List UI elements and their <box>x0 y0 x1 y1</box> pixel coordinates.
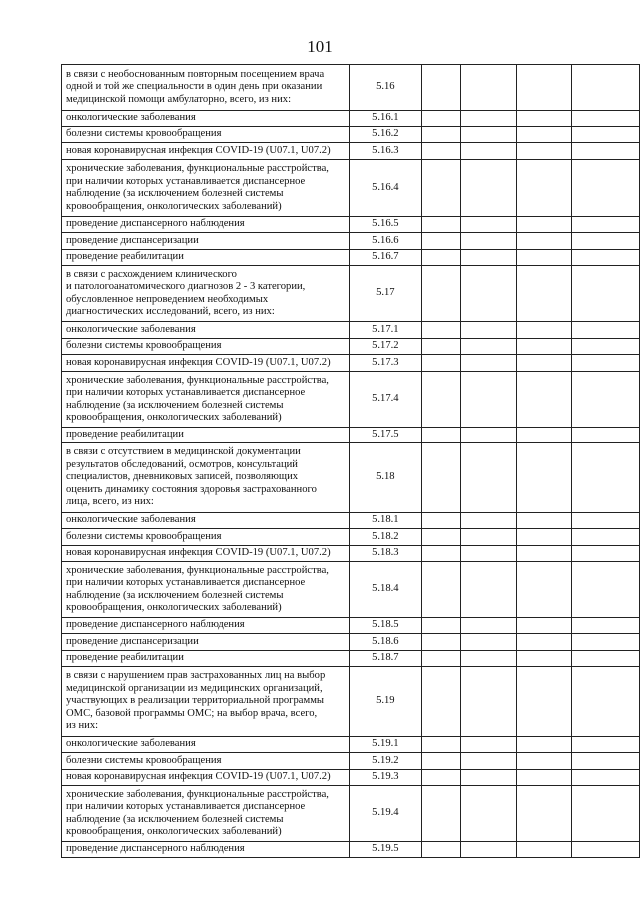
value-cell <box>461 842 516 858</box>
row-code: 5.16.5 <box>349 217 422 233</box>
row-name-cell <box>62 250 350 266</box>
row-code: 5.17.2 <box>349 339 422 355</box>
value-cell <box>572 737 640 753</box>
value-cell <box>422 339 461 355</box>
row-code: 5.16.3 <box>349 143 422 160</box>
value-cell <box>461 111 516 127</box>
value-cell <box>572 443 640 513</box>
value-cell <box>516 233 571 250</box>
value-cell <box>516 322 571 339</box>
row-name: онкологические заболевания <box>66 323 196 335</box>
value-cell <box>572 770 640 786</box>
row-name: новая коронавирусная инфекция COVID-19 (U07.1, U07.2) <box>66 356 331 368</box>
value-cell <box>422 634 461 651</box>
table-row <box>62 266 640 322</box>
value-cell <box>461 546 516 562</box>
value-cell <box>422 842 461 858</box>
table-row <box>62 428 640 443</box>
table-row <box>62 667 640 737</box>
table-row <box>62 513 640 529</box>
value-cell <box>516 546 571 562</box>
value-cell <box>461 127 516 143</box>
table-row <box>62 143 640 160</box>
value-cell <box>572 322 640 339</box>
row-name-cell <box>62 65 350 111</box>
value-cell <box>461 355 516 372</box>
value-cell <box>516 618 571 634</box>
row-name: хронические заболевания, функциональные расстройства, при наличии которых устанавливается диспансерное наблюдение (за исключением болезней системы кровообращения, онкологических заболеваний) <box>66 788 329 837</box>
value-cell <box>422 127 461 143</box>
row-code: 5.19.1 <box>349 737 422 753</box>
row-name-cell <box>62 233 350 250</box>
row-code: 5.18.5 <box>349 618 422 634</box>
value-cell <box>422 65 461 111</box>
row-code: 5.18.1 <box>349 513 422 529</box>
value-cell <box>516 562 571 618</box>
value-cell <box>461 562 516 618</box>
value-cell <box>422 355 461 372</box>
value-cell <box>572 127 640 143</box>
row-name-cell <box>62 546 350 562</box>
value-cell <box>422 546 461 562</box>
value-cell <box>422 667 461 737</box>
row-name-cell <box>62 443 350 513</box>
value-cell <box>461 372 516 428</box>
row-code: 5.18.2 <box>349 529 422 546</box>
row-code: 5.19.2 <box>349 753 422 770</box>
value-cell <box>461 322 516 339</box>
value-cell <box>516 753 571 770</box>
row-name: болезни системы кровообращения <box>66 340 222 352</box>
row-name-cell <box>62 786 350 842</box>
value-cell <box>572 529 640 546</box>
value-cell <box>422 753 461 770</box>
value-cell <box>572 372 640 428</box>
table-row <box>62 372 640 428</box>
value-cell <box>572 786 640 842</box>
row-code: 5.17.5 <box>349 428 422 443</box>
row-name: новая коронавирусная инфекция COVID-19 (U07.1, U07.2) <box>66 771 331 783</box>
value-cell <box>461 443 516 513</box>
row-code: 5.16.2 <box>349 127 422 143</box>
table-row <box>62 651 640 667</box>
table-row <box>62 443 640 513</box>
value-cell <box>461 160 516 217</box>
table-row <box>62 786 640 842</box>
row-name: проведение реабилитации <box>66 428 184 440</box>
row-code: 5.17 <box>349 266 422 322</box>
value-cell <box>572 250 640 266</box>
value-cell <box>572 753 640 770</box>
table-row <box>62 322 640 339</box>
value-cell <box>572 428 640 443</box>
value-cell <box>572 355 640 372</box>
value-cell <box>422 233 461 250</box>
value-cell <box>422 143 461 160</box>
value-cell <box>461 618 516 634</box>
value-cell <box>516 266 571 322</box>
value-cell <box>572 217 640 233</box>
value-cell <box>516 786 571 842</box>
row-code: 5.18 <box>349 443 422 513</box>
value-cell <box>516 770 571 786</box>
value-cell <box>516 65 571 111</box>
row-name: новая коронавирусная инфекция COVID-19 (U07.1, U07.2) <box>66 547 331 559</box>
row-name-cell <box>62 127 350 143</box>
value-cell <box>422 372 461 428</box>
value-cell <box>461 217 516 233</box>
report-table <box>61 64 640 858</box>
value-cell <box>422 322 461 339</box>
value-cell <box>516 127 571 143</box>
row-name-cell <box>62 266 350 322</box>
value-cell <box>572 634 640 651</box>
value-cell <box>516 143 571 160</box>
value-cell <box>461 266 516 322</box>
row-code: 5.18.7 <box>349 651 422 667</box>
value-cell <box>461 651 516 667</box>
value-cell <box>572 65 640 111</box>
table-row <box>62 770 640 786</box>
row-code: 5.17.4 <box>349 372 422 428</box>
table-row <box>62 250 640 266</box>
value-cell <box>572 111 640 127</box>
value-cell <box>572 842 640 858</box>
value-cell <box>461 667 516 737</box>
row-code: 5.16.6 <box>349 233 422 250</box>
value-cell <box>516 355 571 372</box>
value-cell <box>516 634 571 651</box>
value-cell <box>461 428 516 443</box>
row-name: болезни системы кровообращения <box>66 128 222 140</box>
table-row <box>62 562 640 618</box>
value-cell <box>572 562 640 618</box>
page-number: 101 <box>307 37 333 56</box>
table-row <box>62 529 640 546</box>
value-cell <box>461 753 516 770</box>
value-cell <box>516 651 571 667</box>
row-name-cell <box>62 322 350 339</box>
table-row <box>62 634 640 651</box>
row-name: новая коронавирусная инфекция COVID-19 (U07.1, U07.2) <box>66 144 331 156</box>
row-name: проведение диспансерного наблюдения <box>66 218 245 230</box>
value-cell <box>461 233 516 250</box>
value-cell <box>422 513 461 529</box>
value-cell <box>516 529 571 546</box>
value-cell <box>572 546 640 562</box>
value-cell <box>572 266 640 322</box>
table-row <box>62 217 640 233</box>
row-name: онкологические заболевания <box>66 738 196 750</box>
table-row <box>62 160 640 217</box>
table-row <box>62 737 640 753</box>
row-name-cell <box>62 355 350 372</box>
value-cell <box>422 160 461 217</box>
row-name-cell <box>62 651 350 667</box>
row-name: хронические заболевания, функциональные расстройства, при наличии которых устанавливается диспансерное наблюдение (за исключением болезней системы кровообращения, онкологических заболеваний) <box>66 374 329 423</box>
value-cell <box>461 737 516 753</box>
row-name-cell <box>62 842 350 858</box>
row-name-cell <box>62 667 350 737</box>
row-name: проведение диспансерного наблюдения <box>66 843 245 855</box>
row-name: онкологические заболевания <box>66 112 196 124</box>
table-row <box>62 355 640 372</box>
row-code: 5.18.3 <box>349 546 422 562</box>
row-code: 5.16.4 <box>349 160 422 217</box>
value-cell <box>422 428 461 443</box>
value-cell <box>461 634 516 651</box>
value-cell <box>422 618 461 634</box>
value-cell <box>422 250 461 266</box>
value-cell <box>461 529 516 546</box>
value-cell <box>461 513 516 529</box>
row-code: 5.19 <box>349 667 422 737</box>
value-cell <box>516 428 571 443</box>
row-name-cell <box>62 160 350 217</box>
table-row <box>62 233 640 250</box>
value-cell <box>572 667 640 737</box>
value-cell <box>572 513 640 529</box>
row-name: в связи с необоснованным повторным посещением врача одной и той же специальности в один день при оказании медицинской помощи амбулаторно, всего, из них: <box>66 68 325 105</box>
table-row <box>62 618 640 634</box>
table-body <box>62 65 640 858</box>
table-row <box>62 65 640 111</box>
value-cell <box>516 513 571 529</box>
table-row <box>62 127 640 143</box>
row-name-cell <box>62 562 350 618</box>
row-name: в связи с расхождением клинического и патологоанатомического диагнозов 2 - 3 категории, обусловленное непроведением необходимых диагностических исследований, всего, из них: <box>66 268 306 317</box>
value-cell <box>572 651 640 667</box>
value-cell <box>572 143 640 160</box>
value-cell <box>572 233 640 250</box>
row-code: 5.19.3 <box>349 770 422 786</box>
value-cell <box>422 529 461 546</box>
row-code: 5.19.4 <box>349 786 422 842</box>
value-cell <box>516 667 571 737</box>
row-code: 5.17.1 <box>349 322 422 339</box>
value-cell <box>516 339 571 355</box>
row-name-cell <box>62 753 350 770</box>
value-cell <box>572 339 640 355</box>
value-cell <box>461 65 516 111</box>
row-name: проведение диспансеризации <box>66 635 199 647</box>
value-cell <box>461 770 516 786</box>
table-row <box>62 753 640 770</box>
value-cell <box>516 160 571 217</box>
row-code: 5.16 <box>349 65 422 111</box>
row-name-cell <box>62 634 350 651</box>
row-code: 5.18.6 <box>349 634 422 651</box>
row-name: онкологические заболевания <box>66 514 196 526</box>
row-name: хронические заболевания, функциональные расстройства, при наличии которых устанавливается диспансерное наблюдение (за исключением болезней системы кровообращения, онкологических заболеваний) <box>66 163 329 212</box>
value-cell <box>516 842 571 858</box>
value-cell <box>422 786 461 842</box>
row-code: 5.19.5 <box>349 842 422 858</box>
row-name: проведение диспансерного наблюдения <box>66 619 245 631</box>
row-name-cell <box>62 143 350 160</box>
row-name: хронические заболевания, функциональные расстройства, при наличии которых устанавливается диспансерное наблюдение (за исключением болезней системы кровообращения, онкологических заболеваний) <box>66 564 329 613</box>
value-cell <box>516 443 571 513</box>
table-row <box>62 111 640 127</box>
row-code: 5.16.7 <box>349 250 422 266</box>
row-name: в связи с отсутствием в медицинской документации результатов обследований, осмотров, консультаций специалистов, дневниковых записей, позволяющих оценить динамику состояния здоровья застрахованного лица, всего, из них: <box>66 446 317 508</box>
value-cell <box>572 618 640 634</box>
table-row <box>62 842 640 858</box>
row-name: в связи с нарушением прав застрахованных лиц на выбор медицинской организации из медицинских организаций, участвующих в реализации территориальной программы ОМС, базовой программы ОМС; на выбор врача, всего, из них: <box>66 670 326 732</box>
row-code: 5.16.1 <box>349 111 422 127</box>
row-name-cell <box>62 111 350 127</box>
value-cell <box>572 160 640 217</box>
value-cell <box>516 111 571 127</box>
row-name-cell <box>62 737 350 753</box>
value-cell <box>461 143 516 160</box>
row-name-cell <box>62 770 350 786</box>
value-cell <box>516 250 571 266</box>
value-cell <box>422 266 461 322</box>
row-name: проведение реабилитации <box>66 251 184 263</box>
value-cell <box>516 372 571 428</box>
value-cell <box>516 217 571 233</box>
row-name-cell <box>62 217 350 233</box>
table-row <box>62 546 640 562</box>
value-cell <box>461 339 516 355</box>
row-name-cell <box>62 339 350 355</box>
value-cell <box>422 737 461 753</box>
value-cell <box>516 737 571 753</box>
value-cell <box>461 250 516 266</box>
value-cell <box>422 111 461 127</box>
row-name-cell <box>62 618 350 634</box>
table-row <box>62 339 640 355</box>
row-name: проведение реабилитации <box>66 652 184 664</box>
row-code: 5.18.4 <box>349 562 422 618</box>
row-code: 5.17.3 <box>349 355 422 372</box>
row-name: проведение диспансеризации <box>66 234 199 246</box>
value-cell <box>422 770 461 786</box>
row-name-cell <box>62 428 350 443</box>
row-name: болезни системы кровообращения <box>66 530 222 542</box>
value-cell <box>422 443 461 513</box>
value-cell <box>422 562 461 618</box>
row-name: болезни системы кровообращения <box>66 754 222 766</box>
value-cell <box>461 786 516 842</box>
row-name-cell <box>62 513 350 529</box>
row-name-cell <box>62 372 350 428</box>
value-cell <box>422 217 461 233</box>
row-name-cell <box>62 529 350 546</box>
value-cell <box>422 651 461 667</box>
